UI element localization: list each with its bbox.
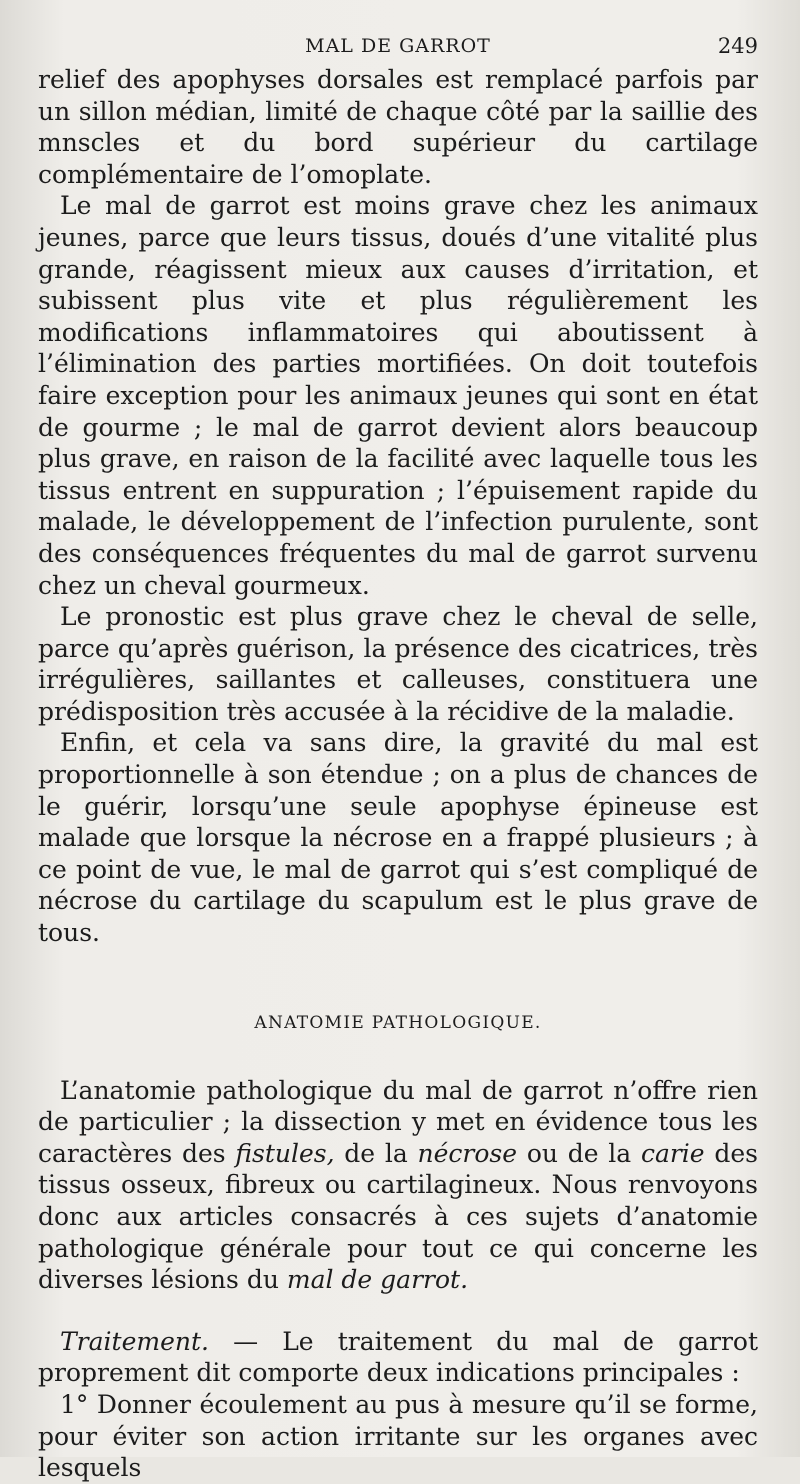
paragraph-treatment-item-1: 1° Donner écoulement au pus à mesure qu’il se forme, pour éviter son action irritante sur les organes avec lesquels (38, 1389, 758, 1483)
running-head-title: MAL DE GARROT (305, 35, 491, 57)
paragraph-continuation: relief des apophyses dorsales est remplacé parfois par un sillon médian, limité de chaque côté par la saillie des mnscles et du bord supérieur du cartilage complémentaire de l’omoplate. (38, 65, 758, 189)
anatomy-italic-mal-de-garrot: mal de garrot. (286, 1265, 469, 1295)
paragraph-anatomy (38, 1075, 758, 1296)
section-gap (38, 1296, 758, 1326)
anatomy-text-4: des tissus osseux, fibreux ou cartilagineux. Nous renvoyons donc aux articles consacrés à ces sujets d’anatomie pathologique générale pour tout ce qui concerne les diverses lésions du (38, 1138, 758, 1295)
anatomy-italic-necrose: nécrose (417, 1138, 518, 1168)
treatment-section (38, 1326, 758, 1484)
paragraph-young-animals: Le mal de garrot est moins grave chez les animaux jeunes, parce que leurs tissus, doués d’une vitalité plus grande, réagissent mieux aux causes d’irritation, et subissent plus vite et plus régulièrement les modifications inflammatoires qui aboutissent à l’élimination des parties mortifiées. On doit toutefois faire exception pour les animaux jeunes qui sont en état de gourme ; le mal de garrot devient alors beaucoup plus grave, en raison de la facilité avec laquelle tous les tissus entrent en suppuration ; l’épuisement rapide du malade, le développement de l’infection purulente, sont des conséquences fréquentes du mal de garrot survenu chez un cheval gourmeux. (38, 191, 758, 600)
anatomy-text-2: de la (334, 1138, 418, 1168)
section-heading: ANATOMIE PATHOLOGIQUE. (254, 1012, 542, 1033)
treatment-text: — Le traitement du mal de garrot proprement dit comporte deux indications principales : (38, 1326, 758, 1388)
anatomy-italic-carie: carie (640, 1138, 705, 1168)
anatomy-text-1: L’anatomie pathologique du mal de garrot n’offre rien de particulier ; la dissection y met en évidence tous les caractères des (38, 1075, 758, 1168)
anatomy-text-3: ou de la (517, 1138, 641, 1168)
running-head (38, 28, 758, 64)
paragraph-severity: Enfin, et cela va sans dire, la gravité du mal est proportionnelle à son étendue ; on a plus de chances de le guérir, lorsqu’une seule apophyse épineuse est malade que lorsque la nécrose en a frappé plusieurs ; à ce point de vue, le mal de garrot qui s’est compliqué de nécrose du cartilage du scapulum est le plus grave de tous. (38, 728, 758, 948)
paragraph-treatment (38, 1326, 758, 1389)
anatomy-section (38, 1075, 758, 1296)
page-number: 249 (717, 34, 758, 58)
body-text (38, 64, 758, 949)
anatomy-italic-fistules: fistules, (235, 1138, 335, 1168)
treatment-label: Traitement. (60, 1326, 209, 1356)
paragraph-prognosis: Le pronostic est plus grave chez le cheval de selle, parce qu’après guérison, la présence des cicatrices, très irrégulières, saillantes et calleuses, constituera une prédisposition très accusée à la récidive de la maladie. (38, 602, 758, 726)
